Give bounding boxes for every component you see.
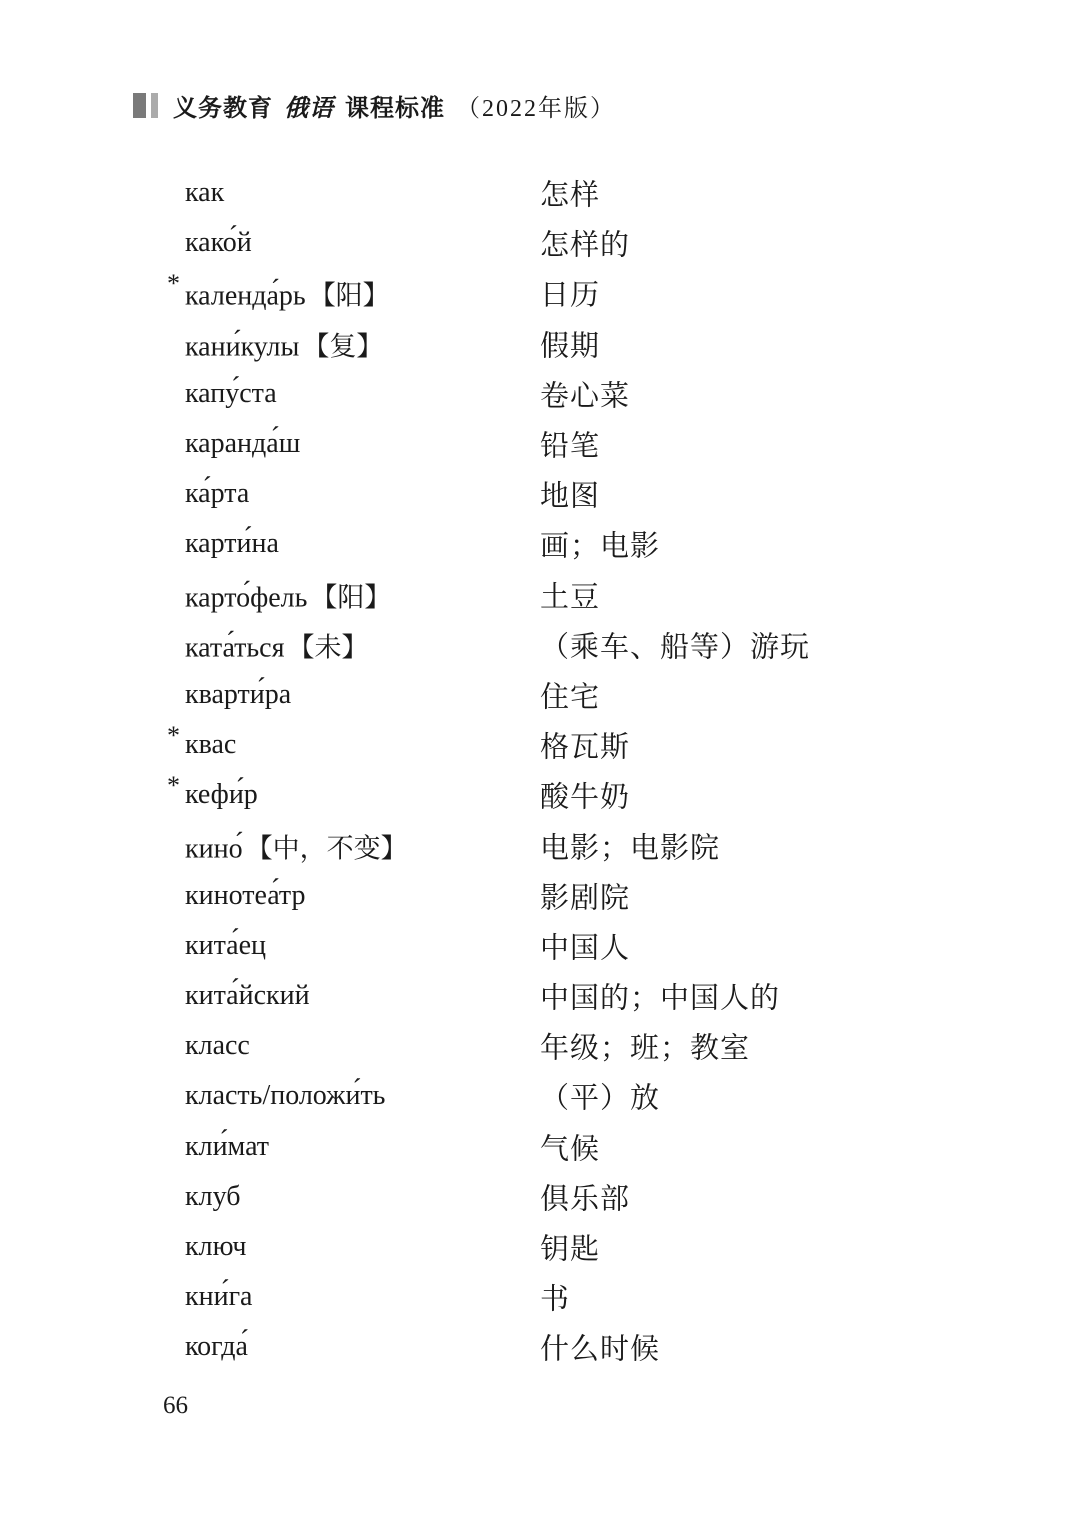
vocab-row <box>0 1222 1087 1272</box>
vocab-row <box>0 1071 1087 1121</box>
russian-word-text: кинотеа́тр <box>185 879 306 911</box>
russian-word <box>185 779 261 811</box>
russian-word-text: кефи́р <box>185 779 258 811</box>
footnote-star: * <box>167 269 180 299</box>
russian-word-text: календа́рь <box>185 280 306 312</box>
vocab-row <box>0 268 1087 318</box>
russian-word <box>185 177 227 209</box>
russian-word <box>185 1030 253 1062</box>
chinese-translation: （乘车、船等）游玩 <box>540 631 811 664</box>
header-bar-dark <box>133 93 146 118</box>
russian-word-text: кни́га <box>185 1281 253 1313</box>
chinese-translation: 中国人 <box>540 932 631 965</box>
chinese-translation: 什么时候 <box>540 1333 661 1366</box>
vocab-row <box>0 921 1087 971</box>
header-bar-light <box>151 93 158 118</box>
vocab-row <box>0 168 1087 218</box>
russian-word <box>185 729 239 761</box>
russian-word-text: класс <box>185 1030 250 1062</box>
chinese-translation: 酸牛奶 <box>540 781 631 814</box>
russian-word-text: карти́на <box>185 528 279 560</box>
chinese-translation: 钥匙 <box>540 1233 601 1266</box>
russian-word-text: как <box>185 177 225 209</box>
russian-word <box>185 1281 255 1313</box>
russian-word-text: каранда́ш <box>185 428 301 460</box>
chinese-translation: 铅笔 <box>540 430 601 463</box>
vocab-row <box>0 720 1087 770</box>
title-standard: 课程标准 <box>345 95 445 122</box>
russian-word-text: капу́ста <box>185 377 277 409</box>
running-head <box>133 88 616 123</box>
chinese-translation: （平）放 <box>540 1082 661 1115</box>
vocab-row <box>0 971 1087 1021</box>
grammar-label: 【未】 <box>287 632 369 663</box>
running-head-title <box>173 88 616 123</box>
vocab-row <box>0 770 1087 820</box>
russian-word-text: кли́мат <box>185 1130 270 1162</box>
vocab-row <box>0 419 1087 469</box>
page-number: 66 <box>163 1392 188 1419</box>
russian-word-text: како́й <box>185 227 252 259</box>
russian-word-text: кани́кулы <box>185 331 300 363</box>
chinese-translation: 地图 <box>540 480 601 513</box>
grammar-label: 【阳】 <box>310 582 392 613</box>
russian-word-text: когда́ <box>185 1331 248 1363</box>
russian-word <box>185 679 294 711</box>
russian-word <box>185 1181 243 1213</box>
chinese-translation: 卷心菜 <box>540 380 631 413</box>
russian-word-text: ключ <box>185 1231 247 1263</box>
russian-word <box>185 1131 272 1163</box>
vocab-row <box>0 1021 1087 1071</box>
chinese-translation: 气候 <box>540 1133 601 1166</box>
vocab-row <box>0 620 1087 670</box>
footnote-star: * <box>167 771 180 801</box>
grammar-label: 【中，不变】 <box>245 833 408 864</box>
chinese-translation: 电影；电影院 <box>540 832 721 865</box>
chinese-translation: 中国的；中国人的 <box>540 982 781 1015</box>
russian-word-text: квас <box>185 729 237 761</box>
vocab-row <box>0 469 1087 519</box>
grammar-label: 【复】 <box>302 331 384 362</box>
russian-word <box>185 378 280 410</box>
russian-word <box>185 826 408 865</box>
russian-word-text: класть/положи́ть <box>185 1080 386 1112</box>
chinese-translation: 书 <box>540 1283 571 1316</box>
russian-word <box>185 274 390 313</box>
title-edition: （2022年版） <box>456 96 616 122</box>
russian-word <box>185 428 303 460</box>
chinese-translation: 画；电影 <box>540 530 661 563</box>
chinese-translation: 俱乐部 <box>540 1183 631 1216</box>
chinese-translation: 年级；班；教室 <box>540 1032 751 1065</box>
russian-word <box>185 880 309 912</box>
chinese-translation: 假期 <box>540 330 601 363</box>
vocab-row <box>0 369 1087 419</box>
vocabulary-list <box>0 168 1087 1373</box>
chinese-translation: 怎样的 <box>540 229 631 262</box>
russian-word <box>185 930 269 962</box>
russian-word <box>185 324 383 363</box>
vocab-row <box>0 871 1087 921</box>
vocab-row <box>0 1172 1087 1222</box>
russian-word <box>185 575 391 614</box>
russian-word-text: ка́рта <box>185 478 250 510</box>
russian-word-text: кита́ец <box>185 929 267 961</box>
russian-word-text: кварти́ра <box>185 678 292 710</box>
chinese-translation: 格瓦斯 <box>540 731 631 764</box>
russian-word-text: кита́йский <box>185 980 310 1012</box>
russian-word <box>185 528 282 560</box>
vocab-row <box>0 519 1087 569</box>
russian-word <box>185 1080 388 1112</box>
russian-word-text: карто́фель <box>185 582 308 614</box>
russian-word-text: ката́ться <box>185 632 285 664</box>
footnote-star: * <box>167 721 180 751</box>
vocab-row <box>0 570 1087 620</box>
russian-word-text: клуб <box>185 1180 241 1212</box>
vocab-row <box>0 218 1087 268</box>
russian-word <box>185 980 313 1012</box>
russian-word <box>185 227 255 259</box>
russian-word <box>185 1331 251 1363</box>
chinese-translation: 日历 <box>540 279 601 312</box>
vocab-row <box>0 1322 1087 1372</box>
russian-word <box>185 478 252 510</box>
title-education-stage: 义务教育 <box>173 95 273 122</box>
vocab-row <box>0 820 1087 870</box>
russian-word-text: кино́ <box>185 833 243 865</box>
vocab-row <box>0 670 1087 720</box>
chinese-translation: 土豆 <box>540 581 601 614</box>
chinese-translation: 影剧院 <box>540 882 631 915</box>
russian-word <box>185 625 368 664</box>
vocab-row <box>0 1122 1087 1172</box>
chinese-translation: 怎样 <box>540 179 601 212</box>
vocab-row <box>0 1272 1087 1322</box>
vocab-row <box>0 319 1087 369</box>
title-subject: 俄语 <box>284 96 334 122</box>
russian-word <box>185 1231 250 1263</box>
grammar-label: 【阳】 <box>308 280 390 311</box>
chinese-translation: 住宅 <box>540 681 601 714</box>
